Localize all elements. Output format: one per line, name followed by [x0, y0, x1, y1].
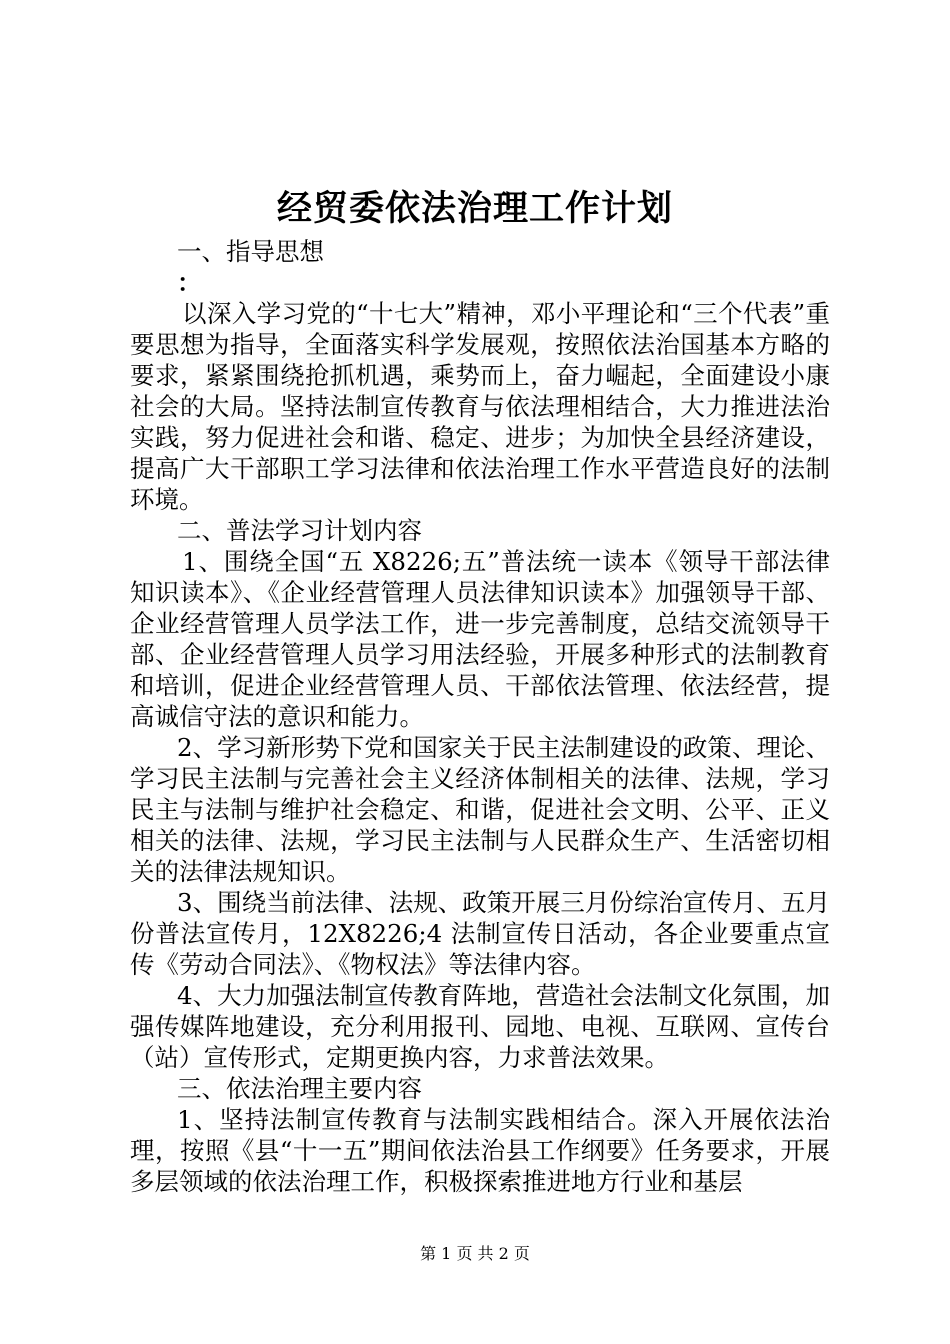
paragraph-governance-1: 1、坚持法制宣传教育与法制实践相结合。深入开展依法治理，按照《县“十一五”期间依法治县工作纲要》任务要求，开展多层领域的依法治理工作，积极探索推进地方行业和基层	[130, 1105, 830, 1196]
paragraph-study-plan-2: 2、学习新形势下党和国家关于民主法制建设的政策、理论、学习民主法制与完善社会主义经济体制相关的法律、法规，学习民主与法制与维护社会稳定、和谐，促进社会文明、公平、正义相关的法律、法规，学习民主法制与人民群众生产、生活密切相关的法律法规知识。	[130, 733, 830, 886]
paragraph-study-plan-3: 3、围绕当前法律、法规、政策开展三月份综治宣传月、五月份普法宣传月，12X8226;4 法制宣传日活动，各企业要重点宣传《劳动合同法》、《物权法》等法律内容。	[130, 888, 830, 979]
page-footer: 第 1 页 共 2 页	[420, 1244, 530, 1263]
document-body	[130, 236, 830, 1197]
paragraph-study-plan-4: 4、大力加强法制宣传教育阵地，营造社会法制文化氛围，加强传媒阵地建设，充分利用报刊、园地、电视、互联网、宣传台（站）宣传形式，定期更换内容，力求普法效果。	[130, 981, 830, 1072]
section-heading-study-plan: 二、普法学习计划内容	[177, 516, 422, 545]
document-title: 经贸委依法治理工作计划	[276, 188, 673, 229]
section-heading-governance: 三、依法治理主要内容	[177, 1074, 422, 1103]
section-heading-guiding-ideology: 一、指导思想	[177, 237, 324, 266]
paragraph-study-plan-1: 1、围绕全国“五 X8226;五”普法统一读本《领导干部法律知识读本》、《企业经营管理人员法律知识读本》加强领导干部、企业经营管理人员学法工作，进一步完善制度，总结交流领导干部、企业经营管理人员学习用法经验，开展多种形式的法制教育和培训，促进企业经营管理人员、干部依法管理、依法经营，提高诚信守法的意识和能力。	[130, 547, 830, 731]
paragraph-guiding-ideology: 以深入学习党的“十七大”精神，邓小平理论和“三个代表”重要思想为指导，全面落实科学发展观，按照依法治国基本方略的要求，紧紧围绕抢抓机遇，乘势而上，奋力崛起，全面建设小康社会的大局。坚持法制宣传教育与依法理相结合，大力推进法治实践，努力促进社会和谐、稳定、进步；为加快全县经济建设，提高广大干部职工学习法律和依法治理工作水平营造良好的法制环境。	[130, 299, 830, 514]
section-colon: ：	[177, 268, 202, 297]
